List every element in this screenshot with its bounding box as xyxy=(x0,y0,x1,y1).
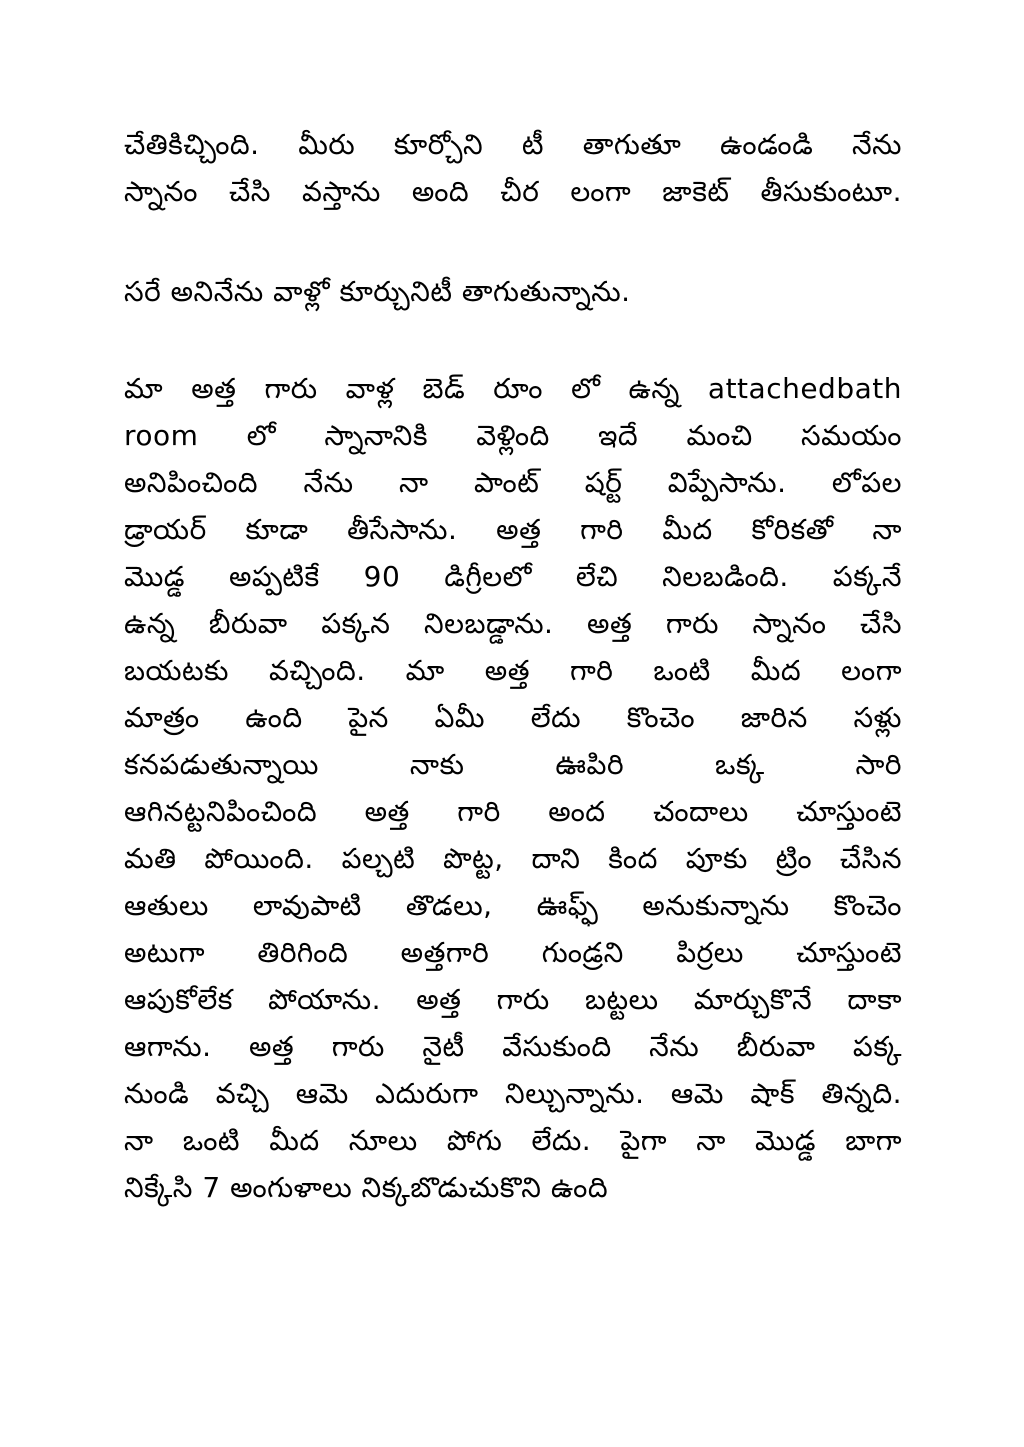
text-line: చేతికిచ్చింది. మీరు కూర్చోని టీ తాగుతూ ఉండండి నేను xyxy=(124,128,902,161)
text-line: నుండి వచ్చి ఆమె ఎదురుగా నిల్చున్నాను. ఆమె షాక్ తిన్నది. xyxy=(124,1077,902,1110)
text-line: నా ఒంటి మీద నూలు పోగు లేదు. పైగా నా మొడ్డ బాగా xyxy=(124,1124,902,1157)
text-line: మతి పోయింది. పల్చటి పొట్ట, దాని కింద పూకు ట్రిం చేసిన xyxy=(124,842,902,875)
text-line: డ్రాయర్ కూడా తీసేసాను. అత్త గారి మీద కోరికతో నా xyxy=(124,513,902,546)
text-line: మాత్రం ఉంది పైన ఏమీ లేదు కొంచెం జారిన సళ్లు xyxy=(124,701,902,734)
text-line: ఆగినట్టనిపించింది అత్త గారి అంద చందాలు చూస్తుంటె xyxy=(124,795,902,828)
text-line: అనిపించింది నేను నా పాంట్ షర్ట్ విప్పేసాను. లోపల xyxy=(124,466,902,499)
text-line: ఆగాను. అత్త గారు నైటీ వేసుకుంది నేను బీరువా పక్క xyxy=(124,1030,902,1063)
text-line: మా అత్త గారు వాళ్ల బెడ్ రూం లో ఉన్న attachedbath xyxy=(124,372,902,405)
text-line: మొడ్డ అప్పటికే 90 డిగ్రీలలో లేచి నిలబడింది. పక్కనే xyxy=(124,560,902,593)
text-line: ఆపుకోలేక పోయాను. అత్త గారు బట్టలు మార్చుకొనే దాకా xyxy=(124,983,902,1016)
text-line: room లో స్నానానికి వెళ్లింది ఇదే మంచి సమయం xyxy=(124,419,902,452)
paragraph-1 xyxy=(124,121,902,215)
text-line: ఆతులు లావుపాటి తొడలు, ఊఫ్ఫ్ అనుకున్నాను కొంచెం xyxy=(124,889,902,922)
text-line: అటుగా తిరిగింది అత్తగారి గుండ్రని పిర్రలు చూస్తుంటె xyxy=(124,936,902,969)
paragraph-2 xyxy=(124,268,902,315)
paragraph-3 xyxy=(124,365,902,1211)
text-line: కనపడుతున్నాయి నాకు ఊపిరి ఒక్క సారి xyxy=(124,748,902,781)
text-line: ఉన్న బీరువా పక్కన నిలబడ్డాను. అత్త గారు స్నానం చేసి xyxy=(124,607,902,640)
text-line: సరే అనినేను వాళ్లో కూర్చునిటీ తాగుతున్నాను. xyxy=(124,275,631,308)
text-line: నిక్కేసి 7 అంగుళాలు నిక్కబొడుచుకొని ఉంది xyxy=(124,1171,609,1204)
text-line: బయటకు వచ్చింది. మా అత్త గారి ఒంటి మీద లంగా xyxy=(124,654,902,687)
text-line: స్నానం చేసి వస్తాను అంది చీర లంగా జాకెట్ తీసుకుంటూ. xyxy=(124,175,902,208)
